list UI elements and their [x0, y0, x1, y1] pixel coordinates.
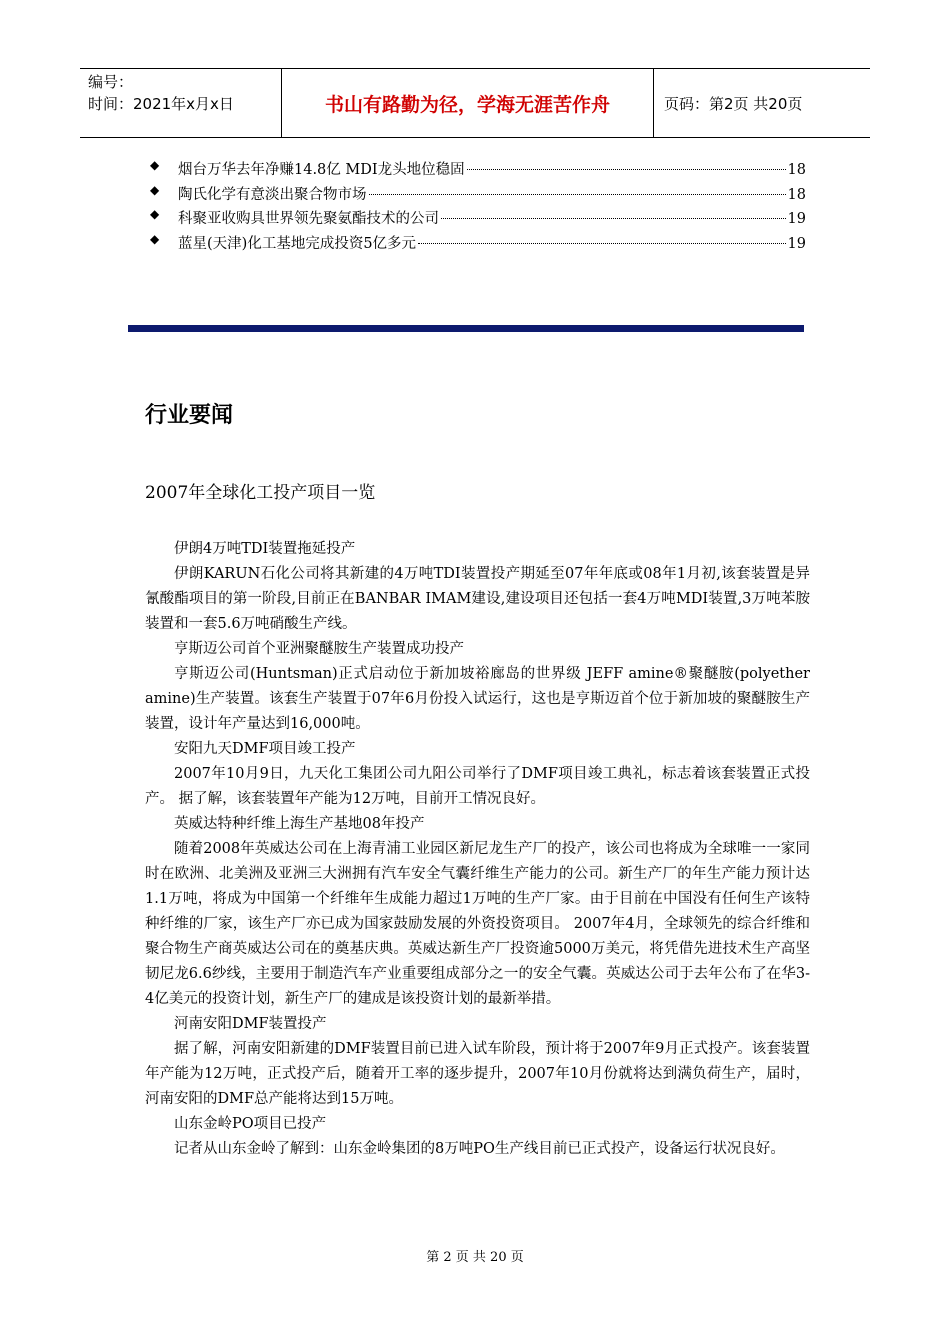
paragraph: 随着2008年英威达公司在上海青浦工业园区新尼龙生产厂的投产，该公司也将成为全球唯一一家同时在欧洲、北美洲及亚洲三大洲拥有汽车安全气囊纤维生产能力的公司。新生产厂的年生产能力预计达1.1万吨，将成为中国第一个纤维年生成能力超过1万吨的生产厂家。由于目前在中国没有任何生产该特种纤维的厂家，该生产厂亦已成为国家鼓励发展的外资投资项目。 2007年4月，全球领先的综合纤维和聚合物生产商英威达公司在的奠基庆典。英威达新生产厂投资逾5000万美元，将凭借先进技术生产高坚韧尼龙6.6纱线，主要用于制造汽车产业重要组成部分之一的安全气囊。英威达公司于去年公布了在华3-4亿美元的投资计划，新生产厂的建成是该投资计划的最新举措。: [145, 841, 810, 1007]
section-title: 行业要闻: [145, 403, 234, 428]
header-meta: [80, 69, 282, 137]
paragraph-heading: 亨斯迈公司首个亚洲聚醚胺生产装置成功投产: [174, 641, 464, 657]
header-page-number: 页码：第2页 共20页: [664, 94, 803, 113]
toc-entry[interactable]: [150, 158, 806, 183]
toc-entry[interactable]: [150, 207, 806, 232]
paragraph-heading: 安阳九天DMF项目竣工投产: [174, 741, 356, 757]
toc-entry-title: 烟台万华去年净赚14.8亿 MDI龙头地位稳固: [178, 162, 465, 178]
diamond-bullet-icon: ◆: [150, 182, 160, 197]
diamond-bullet-icon: ◆: [150, 207, 160, 221]
paragraph-heading: 英威达特种纤维上海生产基地08年投产: [174, 816, 425, 832]
toc-entry[interactable]: [150, 182, 806, 208]
toc-entry[interactable]: [150, 231, 806, 257]
header-motto: 书山有路勤为径，学海无涯苦作舟: [282, 69, 654, 137]
toc-entry-page: 19: [787, 211, 806, 227]
paragraph: 记者从山东金岭了解到：山东金岭集团的8万吨PO生产线目前已正式投产，设备运行状况良好。: [174, 1141, 785, 1157]
paragraph-heading: 伊朗4万吨TDI装置拖延投产: [174, 541, 356, 557]
page-footer: 第 2 页 共 20 页: [426, 1250, 524, 1265]
toc-leader: [441, 218, 786, 219]
page-header: [80, 68, 870, 138]
toc-entry-title: 蓝星(天津)化工基地完成投资5亿多元: [178, 235, 417, 252]
table-of-contents: [150, 158, 806, 256]
toc-entry-page: 18: [787, 162, 806, 178]
paragraph-heading: 河南安阳DMF装置投产: [174, 1016, 327, 1032]
section-divider: [128, 325, 804, 332]
toc-leader: [418, 243, 786, 244]
diamond-bullet-icon: ◆: [150, 158, 160, 172]
diamond-bullet-icon: ◆: [150, 231, 160, 246]
toc-entry-title: 科聚亚收购具世界领先聚氨酯技术的公司: [178, 211, 439, 227]
toc-entry-page: 18: [787, 186, 806, 203]
toc-leader: [369, 194, 786, 195]
toc-leader: [467, 169, 786, 170]
paragraph: 据了解，河南安阳新建的DMF装置目前已进入试车阶段，预计将于2007年9月正式投产。该套装置年产能为12万吨，正式投产后，随着开工率的逐步提升，2007年10月份就将达到满负荷生产，届时，河南安阳的DMF总产能将达到15万吨。: [145, 1041, 810, 1107]
header-code: 编号：: [88, 73, 134, 91]
toc-entry-title: 陶氏化学有意淡出聚合物市场: [178, 186, 367, 203]
article-body: [145, 537, 810, 1162]
article-title: 2007年全球化工投产项目一览: [145, 483, 376, 503]
paragraph: 2007年10月9日，九天化工集团公司九阳公司举行了DMF项目竣工典礼，标志着该套装置正式投产。 据了解，该套装置年产能为12万吨，目前开工情况良好。: [145, 766, 810, 807]
paragraph: 亨斯迈公司(Huntsman)正式启动位于新加坡裕廊岛的世界级 JEFF amine®聚醚胺(polyether amine)生产装置。该套生产装置于07年6月份投入试运行，这也是亨斯迈首个位于新加坡的聚醚胺生产装置，设计年产量达到16,000吨。: [145, 666, 810, 732]
paragraph: 伊朗KARUN石化公司将其新建的4万吨TDI装置投产期延至07年年底或08年1月初,该套装置是异氰酸酯项目的第一阶段,目前正在BANBAR IMAM建设,建设项目还包括一套4万吨MDI装置,3万吨苯胺装置和一套5.6万吨硝酸生产线。: [145, 566, 810, 632]
toc-entry-page: 19: [787, 235, 806, 252]
header-date: 时间：2021年x月x日: [88, 95, 234, 113]
paragraph-heading: 山东金岭PO项目已投产: [174, 1116, 327, 1132]
